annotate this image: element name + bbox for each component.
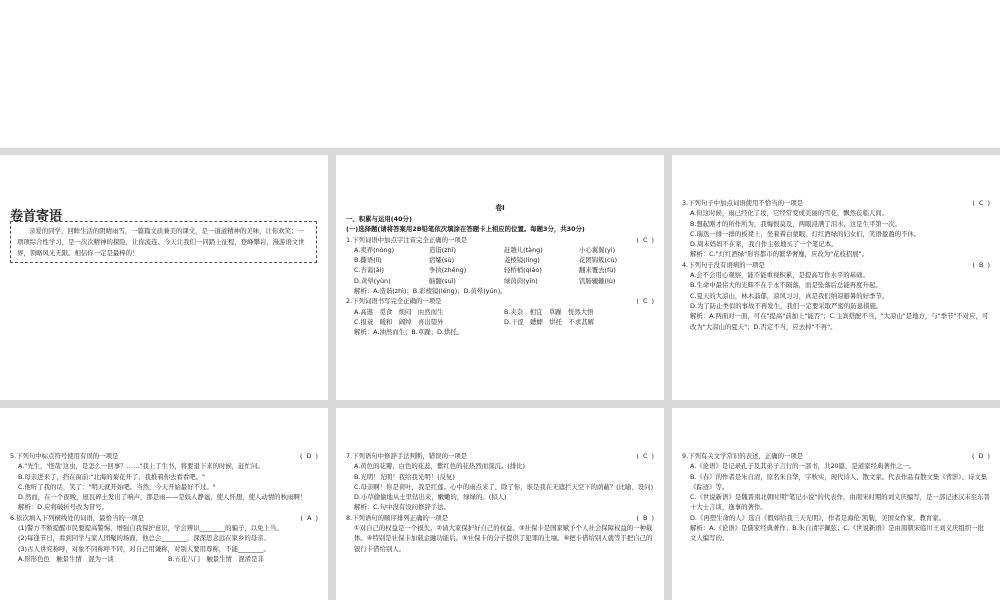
option-cell: D.干涩 蟋蟀 烘托 不求甚解 bbox=[504, 317, 595, 326]
option-cell: 脑髓(suǐ) bbox=[429, 276, 456, 285]
analysis-text: 解析：C.句中没有设问修辞手法。 bbox=[354, 503, 450, 512]
option-line: B.光明！光明！我给我光明！(反复) bbox=[354, 472, 455, 481]
option-line: A.但这时候，雨已经化了妆，它经常变成美丽的雪花，飘然莅临人间。 bbox=[690, 209, 889, 218]
top-blank-area bbox=[0, 0, 1000, 148]
answer-bracket: ( C ) bbox=[636, 235, 654, 244]
option-row bbox=[10, 554, 318, 564]
option-row bbox=[346, 307, 654, 317]
answer-bracket: ( B ) bbox=[972, 260, 990, 269]
page-panel-3 bbox=[0, 408, 328, 600]
question-stem-row bbox=[10, 513, 318, 523]
option-cell: A.卖弄(nòng) bbox=[354, 245, 395, 254]
question-6 bbox=[10, 513, 318, 564]
analysis-text: 解析：A.两面对一面，可在"提高"前加上"能否"；C.主宾搭配不当，"大凉山"是地方，与"季节"不对应，可改为"大凉山的夏天"；D.否定不当，应去掉"不再"。 bbox=[690, 312, 989, 331]
option-line: (2)每逢节日，看到同学与家人团聚的场面，他总会________，深深思念远在家乡的母亲。 bbox=[18, 534, 270, 543]
page-panel-5 bbox=[672, 408, 1000, 600]
answer-bracket: ( A ) bbox=[300, 513, 318, 522]
answer-bracket: ( C ) bbox=[636, 452, 654, 460]
question-5 bbox=[10, 451, 318, 513]
question-stem: 7.下列语句中修辞手法判断，错误的一项是 bbox=[346, 452, 468, 460]
question-stem: 2.下列词语书写完全正确的一项是 bbox=[346, 297, 442, 306]
option-line: C.《世说新语》是魏晋南北朝时期"笔记小说"的代表作，由南宋时期的刘义庆编写，是一部记述汉末至东晋十大士言谈，逸事的著作。 bbox=[690, 493, 990, 512]
question-9 bbox=[682, 451, 990, 544]
analysis-text: 解析：D.应将破折号改为冒号。 bbox=[18, 503, 109, 512]
option-cell: 争执(zhēng) bbox=[429, 266, 467, 275]
page-panel-2 bbox=[672, 155, 1000, 400]
option-line: D.为了防止类似的事故不再发生，我们一定要采取严密的防患措施。 bbox=[690, 301, 883, 310]
question-stem-row bbox=[682, 260, 990, 270]
option-cell: C.杏蔼(ǎi) bbox=[354, 266, 384, 275]
question-stem: 4.下列句子没有语病的一项是 bbox=[682, 260, 765, 269]
option-line: C.夏天的大凉山，林木蓊郁，凉风习习，真是我们纳凉避暑的好季节。 bbox=[690, 291, 889, 300]
option-line: B.母亲进来了，挡在窗前:"北海的菊花开了，我推着你去看看吧。" bbox=[18, 472, 205, 481]
option-line: (1)警方不断提醒市民要提高警惕，增强自我保护意识，学会辨识________的骗子，以免上当。 bbox=[18, 524, 283, 533]
option-line: D.小草偷偷地从土里钻出来，嫩嫩的，绿绿的。(拟人) bbox=[354, 493, 507, 502]
option-line: C.瑞迭一排一排的板凳上，坐着着白蒙眼，灯红酒绿的妇女们，笑语盈盈的不休。 bbox=[690, 229, 921, 238]
question-stem-row bbox=[346, 235, 654, 245]
question-stem-row bbox=[10, 451, 318, 461]
question-3 bbox=[682, 198, 990, 260]
option-cell: 造诣(zhǐ) bbox=[429, 245, 456, 254]
page-panel-1 bbox=[336, 155, 664, 400]
volume-heading: 卷Ⅰ bbox=[495, 204, 505, 212]
option-cell: B.撕语(lǐ) bbox=[354, 256, 382, 265]
analysis-text: 解析：A.《论语》是儒家经典著作；B.朱自清字佩弦；C.《世说新语》是由南朝宋临川王刘义庆组织一批文人编写的。 bbox=[690, 524, 984, 543]
option-cell: D.黄晕(yùn) bbox=[354, 276, 391, 285]
answer-bracket: ( B ) bbox=[636, 513, 654, 522]
option-cell: 宿孀(sù) bbox=[429, 256, 455, 265]
option-line: C.母亲啊！你是荷叶，我是红莲。心中的雨点来了，除了你，谁是我在无遮拦天空下的荫蔽？(比喻、设问) bbox=[354, 482, 654, 491]
question-4 bbox=[682, 260, 990, 332]
option-cell: B.五花八门 触景生情 混淆是非 bbox=[168, 554, 264, 563]
question-stem-row bbox=[346, 451, 654, 461]
option-line: B.想起刚才的所作所为，我悔恨莫及，两眼浸满了泪水，这是生平第一次。 bbox=[690, 219, 901, 228]
option-row bbox=[346, 255, 654, 265]
option-line: A.《论语》是记录孔子及其弟子言行的一部书，共20篇，是道家经典著作之一。 bbox=[690, 462, 916, 471]
question-stem: 9.下列有关文学常识的表述，正确的一项是 bbox=[682, 452, 804, 460]
question-stem: 6.依次填入下列横线处的词语，最恰当的一项是 bbox=[10, 513, 144, 522]
question-stem-row bbox=[682, 198, 990, 208]
question-stem: 3.下列句子中加点词语使用不恰当的一项是 bbox=[682, 199, 804, 207]
option-line: D.然而，在一个夜晚，屋瓦碎土发出了响声，那是雨——是妓人静谧，使人怀想，使人动情的秋雨啊！ bbox=[18, 493, 307, 502]
option-cell: C.报蓑 暖和 阔绰 喜出望外 bbox=[354, 317, 444, 326]
foreword-text: 亲爱的同学，回眸生活的阴晴雨雪，一篇篇文质兼美的课文，是一道道精神的美味，让你欢笑；一项项综合性学习，是一次次精神的探险，让你流连。今天让我们一同踏上征程，登峰攀岩，漫游语文世界，领略风光无限。相信你一定是最棒的！ bbox=[10, 221, 317, 263]
question-stem-row bbox=[346, 513, 654, 523]
question-7 bbox=[346, 451, 654, 513]
option-line: C.他听了我的话，笑了："明天就开始吧。当然，今天开始最好不过。" bbox=[18, 482, 216, 491]
question-stem-row bbox=[682, 451, 990, 461]
option-line: B.生命中最伟大的光辉不在于永不陨落，而是坠落后总能再度升起。 bbox=[690, 281, 882, 290]
option-line: D.《再塑生命的人》选自《假如给我三天光明》，作者是海伦·凯勒，美国女作家，教育家。 bbox=[690, 513, 946, 522]
option-row bbox=[346, 245, 654, 255]
answer-bracket: ( C ) bbox=[972, 199, 990, 207]
option-cell: 花团锦簇(cù) bbox=[579, 256, 618, 265]
question-stem: 1.下列词语中加点字注音完全正确的一项是 bbox=[346, 235, 468, 244]
page-panel-4 bbox=[336, 408, 664, 600]
option-cell: 赶趟儿(tàng) bbox=[504, 245, 543, 254]
question-8 bbox=[346, 513, 654, 554]
option-cell: 菱棱镜(líng) bbox=[504, 256, 540, 265]
option-line: D.周末妈妈不在家，我自作主张地买了一个笔记本。 bbox=[690, 240, 838, 249]
option-line: A.会不会用心观察，能不能重视积累，是提高写作水平的基础。 bbox=[690, 271, 869, 280]
option-line: A."先生，'怪哉'这虫，是怎么一回事？……"我上了生书，将要退下来的时候，赶忙问。 bbox=[18, 462, 264, 471]
option-row bbox=[346, 265, 654, 275]
answer-bracket: ( D ) bbox=[971, 452, 990, 460]
analysis-text: 解析：A.造诣(zhì)；B.彩棱镜(léng)；D.黄晕(yūn)。 bbox=[354, 287, 507, 296]
option-line: ①对自己的权益是一个损失。②请大家保护好自己的权益。③社保卡是国家赋予个人社会保障权益的一种载体。④特别是社保卡加载金融功能后。⑤社保卡的分子提供了犯罪的土壤。⑥把卡借给别人就等于把自己的银行卡借给别人。 bbox=[354, 524, 653, 553]
question-stem-row bbox=[346, 296, 654, 306]
option-line: (3)古人讲究称呼，对象不同称呼不同，对自己用谦称，对别人要用尊称，不能________。 bbox=[18, 544, 270, 553]
question-stem: 5.下列句中标点符号使用有误的一项是 bbox=[10, 452, 119, 460]
option-cell: 饥肠辘辘(lù) bbox=[579, 276, 616, 285]
option-cell: 轻桥梢(qiáo) bbox=[504, 266, 542, 275]
foreword-panel bbox=[0, 155, 328, 400]
analysis-text: 解析：A.油然而生；B.草躁；D.烘托。 bbox=[354, 328, 464, 337]
option-row bbox=[346, 276, 654, 286]
answer-bracket: ( D ) bbox=[299, 452, 318, 460]
option-line: B.《春》的作者是朱自清，原名朱自华，字秋实，现代诗人、散文家。代表作品有散文集《背影》、诗文集《踪迹》等。 bbox=[690, 472, 988, 491]
option-cell: 翻来覆去(fù) bbox=[579, 266, 616, 275]
answer-bracket: ( C ) bbox=[636, 297, 654, 306]
question-2 bbox=[346, 296, 654, 337]
option-cell: A.形形色色 触景生情 混为一谈 bbox=[18, 554, 114, 563]
option-cell: 绿茵茵(yīn) bbox=[504, 276, 538, 285]
option-line: A.黄色的花瓣，白色的花蕊，紫红色的花热烈而深沉。(排比) bbox=[354, 462, 526, 471]
mc-heading: (一)选择题(请将答案用2B铅笔依次填涂在答题卡上相应的位置。每题3分，共30分) bbox=[346, 225, 585, 234]
option-row bbox=[346, 317, 654, 327]
question-stem: 8.下列语句的顺序排列正确的一项是 bbox=[346, 513, 448, 522]
option-cell: B.夹杂 相宜 草躁 恍然大悟 bbox=[504, 307, 594, 316]
part1-heading: 一、积累与运用(40分) bbox=[346, 215, 412, 223]
question-1 bbox=[346, 235, 654, 297]
option-cell: A.高遨 觅食 烦闷 由然而生 bbox=[354, 307, 444, 316]
option-cell: 小心翼翼(yì) bbox=[579, 245, 616, 254]
foreword-title: 卷首寄语 bbox=[10, 209, 63, 224]
analysis-text: 解析：C."灯红酒绿"形容都市的繁华奢靡，应改为"花枝招展"。 bbox=[690, 250, 869, 259]
